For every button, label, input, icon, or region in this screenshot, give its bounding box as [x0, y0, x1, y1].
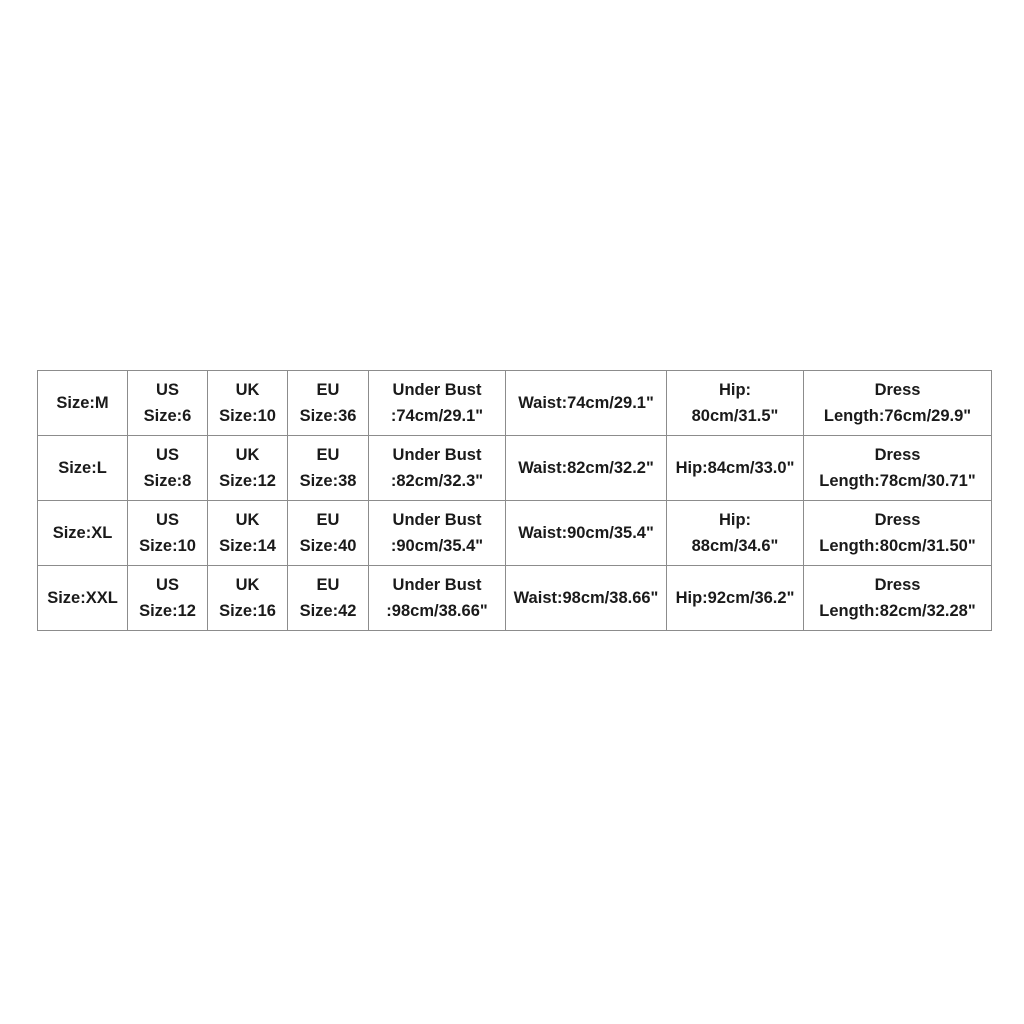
cell-line: Size:14	[219, 537, 276, 555]
cell-line: Under Bust	[392, 511, 482, 529]
us-size-cell	[128, 566, 208, 631]
size-cell: Size:XXL	[38, 566, 128, 631]
size-chart-table	[37, 370, 992, 631]
cell-line: EU	[316, 381, 340, 399]
cell-line: US	[156, 381, 179, 399]
cell-line: Length:76cm/29.9"	[823, 407, 972, 425]
cell-line: US	[156, 446, 179, 464]
eu-size-cell	[288, 436, 369, 501]
waist-cell	[506, 371, 667, 436]
cell-line: UK	[235, 446, 260, 464]
size-cell: Size:XL	[38, 501, 128, 566]
dress-length-cell	[804, 566, 992, 631]
size-cell: Size:M	[38, 371, 128, 436]
us-size-cell	[128, 501, 208, 566]
cell-line: Size:40	[299, 537, 357, 555]
cell-line: Size:42	[299, 602, 357, 620]
cell-line: US	[156, 576, 179, 594]
cell-line: Dress	[874, 511, 921, 529]
dress-length-cell	[804, 501, 992, 566]
cell-line: 88cm/34.6"	[691, 537, 779, 555]
cell-line: Waist:82cm/32.2"	[518, 459, 654, 477]
cell-line: Size:8	[143, 472, 192, 490]
waist-cell	[506, 501, 667, 566]
cell-line: 80cm/31.5"	[691, 407, 779, 425]
us-size-cell	[128, 436, 208, 501]
table-row	[38, 371, 992, 436]
waist-cell	[506, 566, 667, 631]
hip-cell	[667, 371, 804, 436]
cell-line: Waist:90cm/35.4"	[518, 524, 654, 542]
cell-line: Under Bust	[392, 381, 482, 399]
cell-line: EU	[316, 446, 340, 464]
table-row	[38, 566, 992, 631]
uk-size-cell	[208, 436, 288, 501]
eu-size-cell	[288, 566, 369, 631]
cell-line: Size:16	[219, 602, 276, 620]
cell-line: Dress	[874, 576, 921, 594]
cell-line: Size:36	[299, 407, 357, 425]
eu-size-cell	[288, 371, 369, 436]
uk-size-cell	[208, 566, 288, 631]
hip-cell	[667, 566, 804, 631]
cell-line: Size:10	[219, 407, 276, 425]
cell-line: :82cm/32.3"	[390, 472, 484, 490]
uk-size-cell	[208, 501, 288, 566]
cell-line: Size:6	[143, 407, 192, 425]
cell-line: Under Bust	[392, 576, 482, 594]
cell-line: UK	[235, 381, 260, 399]
cell-line: EU	[316, 511, 340, 529]
uk-size-cell	[208, 371, 288, 436]
under-bust-cell	[369, 436, 506, 501]
cell-line: EU	[316, 576, 340, 594]
cell-line: Length:82cm/32.28"	[819, 602, 976, 620]
cell-line: :74cm/29.1"	[390, 407, 484, 425]
size-chart-body	[38, 371, 992, 631]
cell-line: Hip:	[718, 381, 752, 399]
cell-line: UK	[235, 576, 260, 594]
cell-line: Size:38	[299, 472, 357, 490]
table-row	[38, 501, 992, 566]
cell-line: UK	[235, 511, 260, 529]
cell-line: US	[156, 511, 179, 529]
cell-line: Dress	[874, 381, 921, 399]
eu-size-cell	[288, 501, 369, 566]
waist-cell	[506, 436, 667, 501]
cell-line: Under Bust	[392, 446, 482, 464]
cell-line: Hip:92cm/36.2"	[675, 589, 795, 607]
cell-line: :90cm/35.4"	[390, 537, 484, 555]
cell-line: Size:12	[139, 602, 196, 620]
under-bust-cell	[369, 501, 506, 566]
cell-line: Hip:	[718, 511, 752, 529]
cell-line: Waist:98cm/38.66"	[513, 589, 659, 607]
cell-line: Hip:84cm/33.0"	[675, 459, 795, 477]
cell-line: Dress	[874, 446, 921, 464]
cell-line: Size:10	[139, 537, 196, 555]
cell-line: Length:78cm/30.71"	[819, 472, 976, 490]
hip-cell	[667, 501, 804, 566]
under-bust-cell	[369, 371, 506, 436]
us-size-cell	[128, 371, 208, 436]
dress-length-cell	[804, 371, 992, 436]
table-row	[38, 436, 992, 501]
dress-length-cell	[804, 436, 992, 501]
size-cell: Size:L	[38, 436, 128, 501]
under-bust-cell	[369, 566, 506, 631]
cell-line: Size:12	[219, 472, 276, 490]
cell-line: Length:80cm/31.50"	[819, 537, 976, 555]
cell-line: :98cm/38.66"	[386, 602, 488, 620]
hip-cell	[667, 436, 804, 501]
cell-line: Waist:74cm/29.1"	[518, 394, 654, 412]
